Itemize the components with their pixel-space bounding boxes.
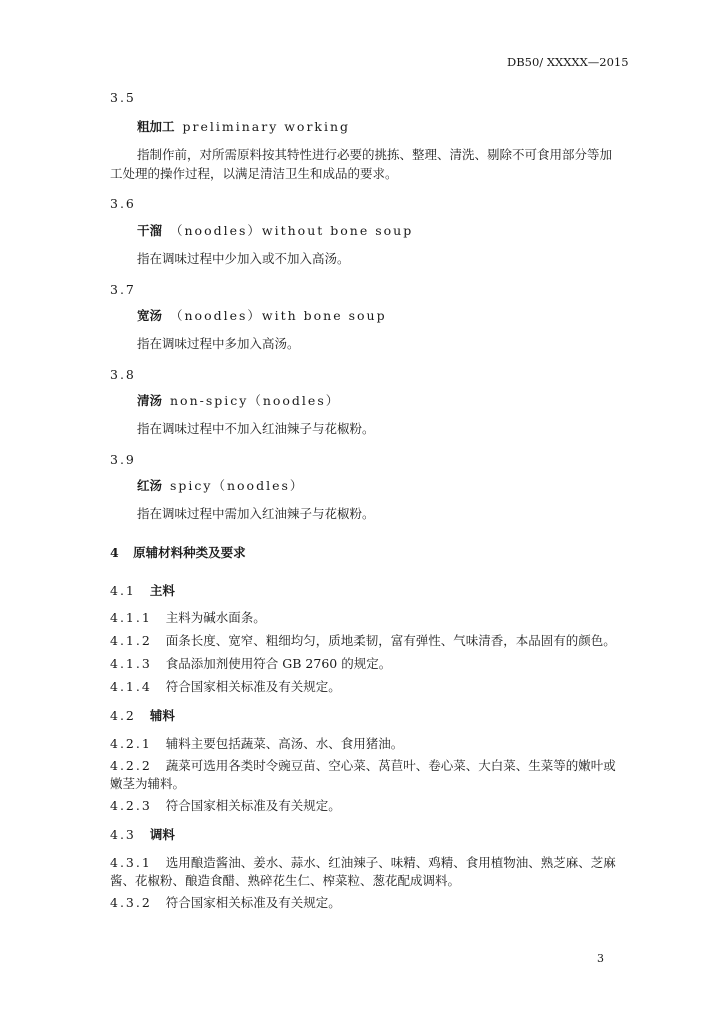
- section-title: 主料: [149, 583, 175, 598]
- term-english: （noodles）with bone soup: [170, 308, 387, 323]
- clause-number: 3.5: [110, 90, 136, 105]
- term-definition: 指在调味过程中多加入高汤。: [137, 336, 300, 351]
- item-number: 4.3.2: [110, 895, 152, 910]
- term-definition: 指在调味过程中需加入红油辣子与花椒粉。: [137, 506, 375, 521]
- document-code-header: DB50/ XXXXX—2015: [507, 55, 629, 69]
- term-definition-continued: 工处理的操作过程，以满足清洁卫生和成品的要求。: [110, 166, 398, 181]
- item-text: 蔬菜可选用各类时令豌豆苗、空心菜、莴苣叶、卷心菜、大白菜、生菜等的嫩叶或: [165, 758, 616, 773]
- term-title: [137, 223, 413, 239]
- item-text: 符合国家相关标准及有关规定。: [165, 679, 341, 694]
- chapter-title: 原辅材料种类及要求: [133, 545, 246, 560]
- section-number: 4.2: [110, 708, 136, 723]
- list-item: [110, 610, 266, 626]
- page-number: 3: [597, 952, 604, 965]
- term-definition: 指制作前，对所需原料按其特性进行必要的挑拣、整理、清洗、剔除不可食用部分等加: [137, 147, 613, 162]
- section-number: 4.1: [110, 583, 136, 598]
- list-item: [110, 758, 616, 774]
- list-item-continued: 嫩茎为辅料。: [110, 776, 186, 791]
- item-text: 面条长度、宽窄、粗细均匀，质地柔韧，富有弹性、气味清香，本品固有的颜色。: [165, 633, 616, 648]
- term-title: [137, 393, 340, 409]
- list-item: [110, 633, 616, 649]
- item-number: 4.1.3: [110, 656, 152, 671]
- item-number: 4.2.1: [110, 736, 152, 751]
- section-heading: [110, 583, 175, 599]
- term-title: [137, 478, 304, 494]
- term-chinese: 干溜: [137, 223, 163, 238]
- term-chinese: 红汤: [137, 478, 163, 493]
- item-text: 辅料主要包括蔬菜、高汤、水、食用猪油。: [165, 736, 404, 751]
- item-number: 4.2.3: [110, 798, 152, 813]
- item-text: 选用酿造酱油、姜水、蒜水、红油辣子、味精、鸡精、食用植物油、熟芝麻、芝麻: [165, 855, 616, 870]
- list-item: [110, 736, 403, 752]
- item-text: 食品添加剂使用符合 GB 2760 的规定。: [165, 656, 392, 671]
- term-definition: 指在调味过程中不加入红油辣子与花椒粉。: [137, 421, 375, 436]
- item-number: 4.1.2: [110, 633, 152, 648]
- clause-number: 3.9: [110, 452, 136, 467]
- term-definition: 指在调味过程中少加入或不加入高汤。: [137, 251, 350, 266]
- list-item: [110, 679, 341, 695]
- section-title: 调料: [149, 827, 175, 842]
- chapter-number: 4: [110, 545, 119, 560]
- item-number: 4.3.1: [110, 855, 152, 870]
- list-item: [110, 895, 341, 911]
- list-item-continued: 酱、花椒粉、酿造食醋、熟碎花生仁、榨菜粒、葱花配成调料。: [110, 873, 461, 888]
- term-english: （noodles）without bone soup: [170, 223, 414, 238]
- section-title: 辅料: [149, 708, 175, 723]
- term-chinese: 宽汤: [137, 308, 163, 323]
- term-chinese: 清汤: [137, 393, 163, 408]
- term-english: non-spicy（noodles）: [170, 393, 341, 408]
- chapter-heading: [110, 545, 246, 561]
- section-number: 4.3: [110, 827, 136, 842]
- term-title: [137, 119, 350, 135]
- list-item: [110, 855, 616, 871]
- item-number: 4.2.2: [110, 758, 152, 773]
- item-number: 4.1.4: [110, 679, 152, 694]
- item-number: 4.1.1: [110, 610, 152, 625]
- clause-number: 3.6: [110, 196, 136, 211]
- item-text: 符合国家相关标准及有关规定。: [165, 798, 341, 813]
- section-heading: [110, 827, 175, 843]
- term-english: preliminary working: [182, 119, 351, 134]
- term-chinese: 粗加工: [137, 119, 175, 134]
- clause-number: 3.8: [110, 367, 136, 382]
- item-text: 符合国家相关标准及有关规定。: [165, 895, 341, 910]
- section-heading: [110, 708, 175, 724]
- list-item: [110, 656, 391, 672]
- list-item: [110, 798, 341, 814]
- item-text: 主料为碱水面条。: [165, 610, 266, 625]
- term-english: spicy（noodles）: [170, 478, 305, 493]
- term-title: [137, 308, 387, 324]
- clause-number: 3.7: [110, 282, 136, 297]
